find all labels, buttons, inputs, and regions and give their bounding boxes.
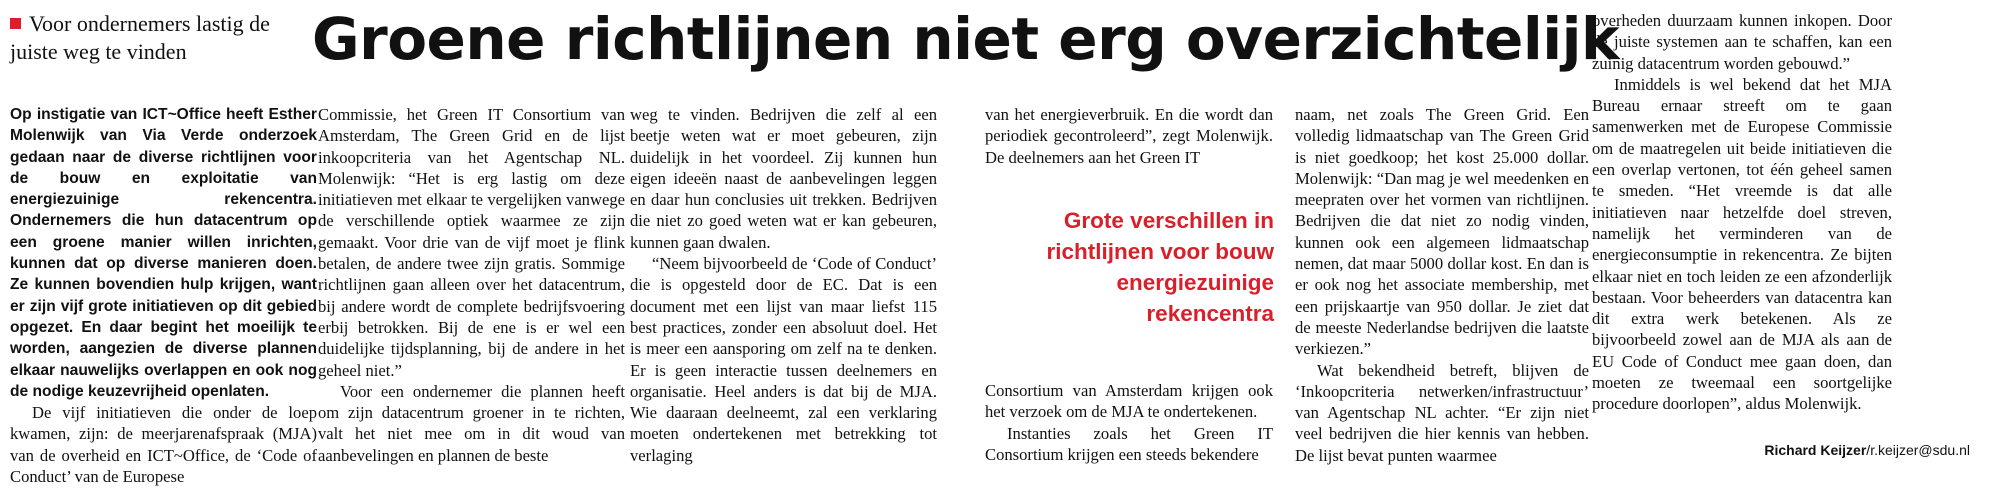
- article-column-1: [10, 104, 317, 487]
- pull-quote: Grote verschillen in richtlijnen voor bouw energiezuinige rekencentra: [1046, 208, 1274, 326]
- article-column-2: [318, 104, 625, 466]
- article-column-6: [1592, 10, 1892, 415]
- body-paragraph: van het energieverbruik. En die wordt dan periodiek gecontroleerd”, zegt Molenwijk. De deelnemers aan het Green IT: [985, 105, 1273, 167]
- kicker-text: Voor ondernemers lastig de juiste weg te vinden: [10, 11, 270, 64]
- lead-paragraph: Op instigatie van ICT~Office heeft Esther Molenwijk van Via Verde onderzoek gedaan naar de diverse richtlijnen voor de bouw en exploitatie van energiezuinige rekencentra. Ondernemers die hun datacentrum op een groene manier willen inrichten, kunnen dat op diverse manieren doen. Ze kunnen bovendien hulp krijgen, want er zijn vijf grote initiatieven op dit gebied opgezet. En daar begint het moeilijk te worden, aangezien de diverse plannen elkaar nauwelijks overlappen en ook nog de nodige keuzevrijheid openlaten.: [10, 106, 317, 400]
- article-column-4-bottom: [985, 380, 1273, 465]
- kicker: [10, 10, 310, 66]
- body-paragraph: De vijf initiatieven die onder de loep kwamen, zijn: de meerjarenafspraak (MJA) van de overheid en ICT~Office, de ‘Code of Conduct’ van de Europese: [10, 403, 317, 487]
- body-paragraph: Inmiddels is wel bekend dat het MJA Bureau ernaar streeft om te gaan samenwerken met de Europese Commissie om de maatregelen uit beide initiatieven die een overlap vertonen, tot één geheel samen te smeden. “Het vreemde is dat alle initiatieven naar hetzelfde doel streven, namelijk het verminderen van de energieconsumptie in rekencentra. Ze bijten elkaar niet en toch leiden ze een afzonderlijk bestaan. Voor beheerders van datacentra kan dit extra werk betekenen. Als ze bijvoorbeeld zowel aan de MJA als aan de EU Code of Conduct mee gaan doen, dan moeten ze tweemaal een soortgelijke procedure doorlopen”, aldus Molenwijk.: [1592, 74, 1892, 414]
- author-email: r.keijzer@sdu.nl: [1870, 442, 1970, 458]
- byline-separator: /: [1866, 442, 1871, 458]
- red-square-bullet-icon: [10, 18, 21, 29]
- headline: Groene richtlijnen niet erg overzichtelijk: [312, 5, 1620, 73]
- article-column-5: [1295, 104, 1589, 466]
- byline: [1764, 442, 1970, 458]
- article-column-3: [630, 104, 937, 466]
- body-paragraph: “Neem bijvoorbeeld de ‘Code of Conduct’ die is opgesteld door de EC. Dat is een document met een lijst van maar liefst 115 best practices, zonder een absoluut doel. Het is meer een aansporing om zelf na te denken. Er is geen interactie tussen deelnemers en organisatie. Heel anders is dat bij de MJA. Wie daaraan deelneemt, zal een verklaring moeten ondertekenen met betrekking tot verlaging: [630, 254, 937, 465]
- body-paragraph: weg te vinden. Bedrijven die zelf al een beetje weten wat er moet gebeuren, zijn duidelijk in het voordeel. Zij kunnen hun eigen ideeën naast de aanbevelingen leggen en daar hun conclusies uit trekken. Bedrijven die niet zo goed weten wat er kan gebeuren, kunnen gaan dwalen.: [630, 105, 937, 252]
- body-paragraph: Commissie, het Green IT Consortium van Amsterdam, The Green Grid en de lijst inkoopcriteria van het Agentschap NL. Molenwijk: “Het is erg lastig om deze initiatieven met elkaar te vergelijken vanwege de verschillende optiek waarmee ze zijn gemaakt. Voor drie van de vijf moet je flink betalen, de andere twee zijn gratis. Sommige richtlijnen gaan alleen over het datacentrum, bij andere wordt de complete bedrijfsvoering erbij betrokken. Bij de ene is er wel een duidelijke tijdsplanning, bij de andere in het geheel niet.”: [318, 105, 625, 380]
- article-column-4-top: [985, 104, 1273, 168]
- author-name: Richard Keijzer: [1764, 442, 1867, 458]
- body-paragraph: Voor een ondernemer die plannen heeft om zijn datacentrum groener in te richten, valt het niet mee om in dit woud van aanbevelingen en plannen de beste: [318, 381, 625, 465]
- body-paragraph: overheden duurzaam kunnen inkopen. Door de juiste systemen aan te schaffen, kan een zuinig datacentrum worden gebouwd.”: [1592, 11, 1892, 73]
- body-paragraph: Instanties zoals het Green IT Consortium krijgen een steeds bekendere: [985, 423, 1273, 464]
- body-paragraph: naam, net zoals The Green Grid. Een volledig lidmaatschap van The Green Grid is niet goedkoop; het kost 25.000 dollar. Molenwijk: “Dan mag je wel meedenken en meepraten over het vormen van richtlijnen. Bedrijven die dat niet zo nodig vinden, kunnen ook een algemeen lidmaatschap nemen, dat maar 5000 dollar kost. En dan is er ook nog het associate membership, met een prijskaartje van 950 dollar. Je ziet dat de meeste Nederlandse bedrijven die laatste verkiezen.”: [1295, 105, 1589, 359]
- body-paragraph: Wat bekendheid betreft, blijven de ‘Inkoopcriteria netwerken/infrastructuur’ van Agentschap NL achter. “Er zijn niet veel bedrijven die hier kennis van hebben. De lijst bevat punten waarmee: [1295, 360, 1589, 465]
- body-paragraph: Consortium van Amsterdam krijgen ook het verzoek om de MJA te ondertekenen.: [985, 381, 1273, 422]
